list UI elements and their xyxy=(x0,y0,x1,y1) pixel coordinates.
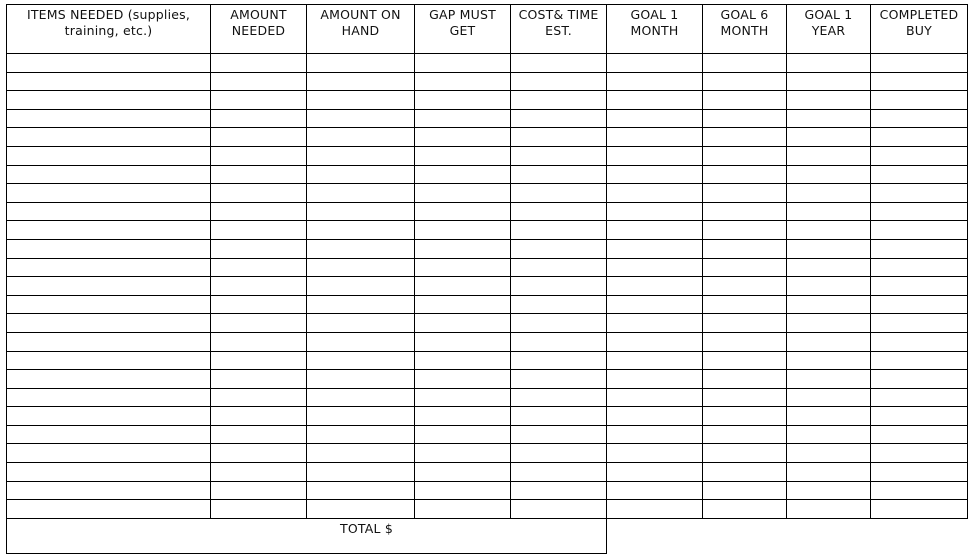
table-cell[interactable] xyxy=(307,221,415,240)
table-cell[interactable] xyxy=(703,54,787,73)
table-cell[interactable] xyxy=(787,351,871,370)
table-row xyxy=(7,314,968,333)
table-cell[interactable] xyxy=(511,146,607,165)
table-cell[interactable] xyxy=(511,277,607,296)
table-row xyxy=(7,481,968,500)
table-cell[interactable] xyxy=(607,184,703,203)
table-cell[interactable] xyxy=(511,72,607,91)
table-cell[interactable] xyxy=(607,202,703,221)
table-row xyxy=(7,500,968,519)
table-cell[interactable] xyxy=(211,295,307,314)
table-cell[interactable] xyxy=(871,128,968,147)
table-row xyxy=(7,109,968,128)
table-cell[interactable] xyxy=(703,184,787,203)
table-cell[interactable] xyxy=(703,165,787,184)
table-cell[interactable] xyxy=(7,351,211,370)
table-cell[interactable] xyxy=(511,54,607,73)
table-cell[interactable] xyxy=(871,425,968,444)
table-cell[interactable] xyxy=(307,91,415,110)
table-cell[interactable] xyxy=(511,332,607,351)
table-cell[interactable] xyxy=(787,500,871,519)
table-cell[interactable] xyxy=(307,146,415,165)
table-cell[interactable] xyxy=(7,221,211,240)
table-cell[interactable] xyxy=(307,72,415,91)
table-cell[interactable] xyxy=(511,481,607,500)
table-cell[interactable] xyxy=(703,388,787,407)
table-row xyxy=(7,184,968,203)
table-cell[interactable] xyxy=(307,314,415,333)
table-cell[interactable] xyxy=(307,444,415,463)
table-cell[interactable] xyxy=(415,407,511,426)
table-cell[interactable] xyxy=(871,463,968,482)
table-cell[interactable] xyxy=(703,314,787,333)
table-cell[interactable] xyxy=(415,500,511,519)
table-cell[interactable] xyxy=(415,165,511,184)
table-cell[interactable] xyxy=(871,202,968,221)
table-cell[interactable] xyxy=(703,258,787,277)
table-cell[interactable] xyxy=(787,258,871,277)
table-cell[interactable] xyxy=(787,128,871,147)
table-cell[interactable] xyxy=(7,314,211,333)
table-row xyxy=(7,91,968,110)
table-cell[interactable] xyxy=(703,72,787,91)
table-cell[interactable] xyxy=(415,109,511,128)
table-cell[interactable] xyxy=(787,202,871,221)
table-cell[interactable] xyxy=(511,184,607,203)
table-cell[interactable] xyxy=(787,314,871,333)
table-cell[interactable] xyxy=(871,146,968,165)
table-cell[interactable] xyxy=(415,388,511,407)
table-cell[interactable] xyxy=(607,370,703,389)
header-goal-1-year: GOAL 1 YEAR xyxy=(787,5,871,54)
table-cell[interactable] xyxy=(415,463,511,482)
table-cell[interactable] xyxy=(511,221,607,240)
total-row xyxy=(7,518,968,553)
table-cell[interactable] xyxy=(607,295,703,314)
table-cell[interactable] xyxy=(871,239,968,258)
table-cell[interactable] xyxy=(703,109,787,128)
header-goal-6-month: GOAL 6 MONTH xyxy=(703,5,787,54)
table-cell[interactable] xyxy=(871,184,968,203)
header-gap-must-get: GAP MUST GET xyxy=(415,5,511,54)
table-cell[interactable] xyxy=(871,258,968,277)
table-cell[interactable] xyxy=(787,444,871,463)
table-cell[interactable] xyxy=(415,221,511,240)
table-cell[interactable] xyxy=(511,128,607,147)
table-cell[interactable] xyxy=(7,295,211,314)
table-cell[interactable] xyxy=(211,277,307,296)
table-cell[interactable] xyxy=(703,332,787,351)
table-cell[interactable] xyxy=(415,258,511,277)
table-cell[interactable] xyxy=(871,91,968,110)
table-cell[interactable] xyxy=(607,481,703,500)
table-cell[interactable] xyxy=(703,91,787,110)
table-cell[interactable] xyxy=(871,109,968,128)
table-cell[interactable] xyxy=(787,184,871,203)
table-cell[interactable] xyxy=(511,295,607,314)
table-cell[interactable] xyxy=(307,425,415,444)
table-cell[interactable] xyxy=(211,332,307,351)
table-cell[interactable] xyxy=(511,109,607,128)
table-cell[interactable] xyxy=(211,202,307,221)
table-row xyxy=(7,463,968,482)
header-row xyxy=(7,5,968,54)
table-cell[interactable] xyxy=(787,221,871,240)
table-cell[interactable] xyxy=(787,91,871,110)
table-cell[interactable] xyxy=(211,425,307,444)
table-cell[interactable] xyxy=(307,407,415,426)
table-row xyxy=(7,295,968,314)
table-cell[interactable] xyxy=(307,370,415,389)
table-cell[interactable] xyxy=(511,370,607,389)
table-cell[interactable] xyxy=(511,500,607,519)
table-cell[interactable] xyxy=(511,239,607,258)
table-cell[interactable] xyxy=(787,370,871,389)
table-cell[interactable] xyxy=(211,184,307,203)
table-cell[interactable] xyxy=(415,425,511,444)
table-cell[interactable] xyxy=(415,351,511,370)
table-cell[interactable] xyxy=(607,109,703,128)
table-cell[interactable] xyxy=(871,351,968,370)
header-items-needed: ITEMS NEEDED (supplies, training, etc.) xyxy=(7,5,211,54)
table-cell[interactable] xyxy=(415,146,511,165)
table-cell[interactable] xyxy=(307,295,415,314)
table-cell[interactable] xyxy=(871,444,968,463)
table-cell[interactable] xyxy=(703,370,787,389)
table-cell[interactable] xyxy=(607,277,703,296)
table-cell[interactable] xyxy=(703,500,787,519)
table-cell[interactable] xyxy=(211,314,307,333)
table-cell[interactable] xyxy=(787,425,871,444)
table-cell[interactable] xyxy=(703,425,787,444)
table-cell[interactable] xyxy=(607,407,703,426)
table-cell[interactable] xyxy=(871,295,968,314)
table-cell[interactable] xyxy=(7,91,211,110)
table-cell[interactable] xyxy=(7,258,211,277)
table-row xyxy=(7,425,968,444)
table-cell[interactable] xyxy=(787,481,871,500)
table-cell[interactable] xyxy=(787,72,871,91)
table-cell[interactable] xyxy=(211,351,307,370)
table-cell[interactable] xyxy=(211,239,307,258)
table-cell[interactable] xyxy=(607,146,703,165)
table-cell[interactable] xyxy=(607,221,703,240)
table-cell[interactable] xyxy=(211,481,307,500)
header-amount-on-hand: AMOUNT ON HAND xyxy=(307,5,415,54)
table-cell[interactable] xyxy=(607,444,703,463)
table-cell[interactable] xyxy=(415,184,511,203)
table-cell[interactable] xyxy=(871,54,968,73)
table-cell[interactable] xyxy=(415,314,511,333)
table-cell[interactable] xyxy=(211,388,307,407)
table-cell[interactable] xyxy=(415,481,511,500)
table-cell[interactable] xyxy=(307,258,415,277)
table-cell[interactable] xyxy=(7,72,211,91)
table-row xyxy=(7,277,968,296)
table-cell[interactable] xyxy=(511,258,607,277)
header-completed-buy: COMPLETED BUY xyxy=(871,5,968,54)
table-cell[interactable] xyxy=(415,239,511,258)
table-cell[interactable] xyxy=(307,239,415,258)
table-cell[interactable] xyxy=(871,481,968,500)
table-cell[interactable] xyxy=(871,388,968,407)
table-cell[interactable] xyxy=(7,128,211,147)
table-cell[interactable] xyxy=(871,277,968,296)
table-cell[interactable] xyxy=(211,146,307,165)
table-cell[interactable] xyxy=(703,202,787,221)
table-row xyxy=(7,165,968,184)
table-row xyxy=(7,258,968,277)
table-cell[interactable] xyxy=(211,370,307,389)
table-cell[interactable] xyxy=(7,388,211,407)
table-cell[interactable] xyxy=(415,332,511,351)
table-cell[interactable] xyxy=(307,351,415,370)
table-cell[interactable] xyxy=(7,332,211,351)
table-cell[interactable] xyxy=(607,91,703,110)
table-cell[interactable] xyxy=(703,128,787,147)
table-cell[interactable] xyxy=(415,444,511,463)
table-cell[interactable] xyxy=(511,388,607,407)
table-cell[interactable] xyxy=(7,109,211,128)
table-cell[interactable] xyxy=(7,239,211,258)
table-cell[interactable] xyxy=(7,277,211,296)
table-cell[interactable] xyxy=(703,481,787,500)
table-cell[interactable] xyxy=(607,128,703,147)
table-cell[interactable] xyxy=(607,239,703,258)
table-cell[interactable] xyxy=(607,425,703,444)
table-cell[interactable] xyxy=(7,370,211,389)
table-cell[interactable] xyxy=(307,332,415,351)
table-cell[interactable] xyxy=(607,314,703,333)
total-cell[interactable]: TOTAL $ xyxy=(7,518,607,553)
table-cell[interactable] xyxy=(511,202,607,221)
table-cell[interactable] xyxy=(211,221,307,240)
table-cell[interactable] xyxy=(211,109,307,128)
table-cell[interactable] xyxy=(7,54,211,73)
table-cell[interactable] xyxy=(703,351,787,370)
table-cell[interactable] xyxy=(7,202,211,221)
table-cell[interactable] xyxy=(871,165,968,184)
table-cell[interactable] xyxy=(703,277,787,296)
table-cell[interactable] xyxy=(307,463,415,482)
table-cell[interactable] xyxy=(307,165,415,184)
table-cell[interactable] xyxy=(607,351,703,370)
table-cell[interactable] xyxy=(307,109,415,128)
table-cell[interactable] xyxy=(787,388,871,407)
table-cell[interactable] xyxy=(7,407,211,426)
table-cell[interactable] xyxy=(307,481,415,500)
table-cell[interactable] xyxy=(415,72,511,91)
header-amount-needed: AMOUNT NEEDED xyxy=(211,5,307,54)
table-cell[interactable] xyxy=(211,54,307,73)
header-cost-time-est: COST& TIME EST. xyxy=(511,5,607,54)
table-cell[interactable] xyxy=(871,221,968,240)
table-cell[interactable] xyxy=(415,370,511,389)
table-cell[interactable] xyxy=(607,332,703,351)
table-cell[interactable] xyxy=(703,221,787,240)
table-cell[interactable] xyxy=(871,500,968,519)
needs-planning-table xyxy=(6,4,968,554)
table-cell[interactable] xyxy=(307,184,415,203)
table-cell[interactable] xyxy=(607,54,703,73)
table-cell[interactable] xyxy=(7,184,211,203)
table-cell[interactable] xyxy=(7,463,211,482)
table-cell[interactable] xyxy=(787,407,871,426)
table-row xyxy=(7,128,968,147)
table-cell[interactable] xyxy=(871,370,968,389)
table-cell[interactable] xyxy=(787,165,871,184)
table-row xyxy=(7,72,968,91)
table-cell[interactable] xyxy=(415,91,511,110)
table-cell[interactable] xyxy=(7,444,211,463)
table-row xyxy=(7,239,968,258)
table-cell[interactable] xyxy=(511,444,607,463)
table-cell[interactable] xyxy=(307,202,415,221)
table-cell[interactable] xyxy=(787,54,871,73)
table-row xyxy=(7,370,968,389)
table-row xyxy=(7,146,968,165)
table-cell[interactable] xyxy=(703,295,787,314)
table-cell[interactable] xyxy=(307,54,415,73)
table-cell[interactable] xyxy=(787,295,871,314)
table-cell[interactable] xyxy=(415,295,511,314)
table-cell[interactable] xyxy=(703,239,787,258)
table-cell[interactable] xyxy=(211,128,307,147)
table-cell[interactable] xyxy=(871,407,968,426)
table-cell[interactable] xyxy=(787,239,871,258)
table-row xyxy=(7,332,968,351)
blank-area xyxy=(607,518,968,553)
table-row xyxy=(7,351,968,370)
table-row xyxy=(7,54,968,73)
table-cell[interactable] xyxy=(211,165,307,184)
table-cell[interactable] xyxy=(703,463,787,482)
table-cell[interactable] xyxy=(607,463,703,482)
table-cell[interactable] xyxy=(211,500,307,519)
table-cell[interactable] xyxy=(511,425,607,444)
table-cell[interactable] xyxy=(415,128,511,147)
table-cell[interactable] xyxy=(511,463,607,482)
table-cell[interactable] xyxy=(415,277,511,296)
table-row xyxy=(7,444,968,463)
table-cell[interactable] xyxy=(607,388,703,407)
table-cell[interactable] xyxy=(7,500,211,519)
table-row xyxy=(7,221,968,240)
table-cell[interactable] xyxy=(511,91,607,110)
table-cell[interactable] xyxy=(511,351,607,370)
table-cell[interactable] xyxy=(703,444,787,463)
table-cell[interactable] xyxy=(511,407,607,426)
table-cell[interactable] xyxy=(787,277,871,296)
table-cell[interactable] xyxy=(7,146,211,165)
table-body xyxy=(7,54,968,519)
table-cell[interactable] xyxy=(607,72,703,91)
table-cell[interactable] xyxy=(871,332,968,351)
table-cell[interactable] xyxy=(7,165,211,184)
table-cell[interactable] xyxy=(7,481,211,500)
table-cell[interactable] xyxy=(307,388,415,407)
table-row xyxy=(7,388,968,407)
table-cell[interactable] xyxy=(787,109,871,128)
table-cell[interactable] xyxy=(211,72,307,91)
table-cell[interactable] xyxy=(871,314,968,333)
table-cell[interactable] xyxy=(511,165,607,184)
table-row xyxy=(7,202,968,221)
table-cell[interactable] xyxy=(7,425,211,444)
table-cell[interactable] xyxy=(787,463,871,482)
table-cell[interactable] xyxy=(787,146,871,165)
table-cell[interactable] xyxy=(607,165,703,184)
table-cell[interactable] xyxy=(703,407,787,426)
table-cell[interactable] xyxy=(511,314,607,333)
table-cell[interactable] xyxy=(787,332,871,351)
table-cell[interactable] xyxy=(607,258,703,277)
table-cell[interactable] xyxy=(415,202,511,221)
table-cell[interactable] xyxy=(703,146,787,165)
table-cell[interactable] xyxy=(307,277,415,296)
table-row xyxy=(7,407,968,426)
table-cell[interactable] xyxy=(211,463,307,482)
table-cell[interactable] xyxy=(415,54,511,73)
table-cell[interactable] xyxy=(307,128,415,147)
table-cell[interactable] xyxy=(607,500,703,519)
table-cell[interactable] xyxy=(211,444,307,463)
header-goal-1-month: GOAL 1 MONTH xyxy=(607,5,703,54)
table-cell[interactable] xyxy=(211,258,307,277)
table-cell[interactable] xyxy=(307,500,415,519)
table-cell[interactable] xyxy=(211,407,307,426)
table-cell[interactable] xyxy=(211,91,307,110)
table-cell[interactable] xyxy=(871,72,968,91)
